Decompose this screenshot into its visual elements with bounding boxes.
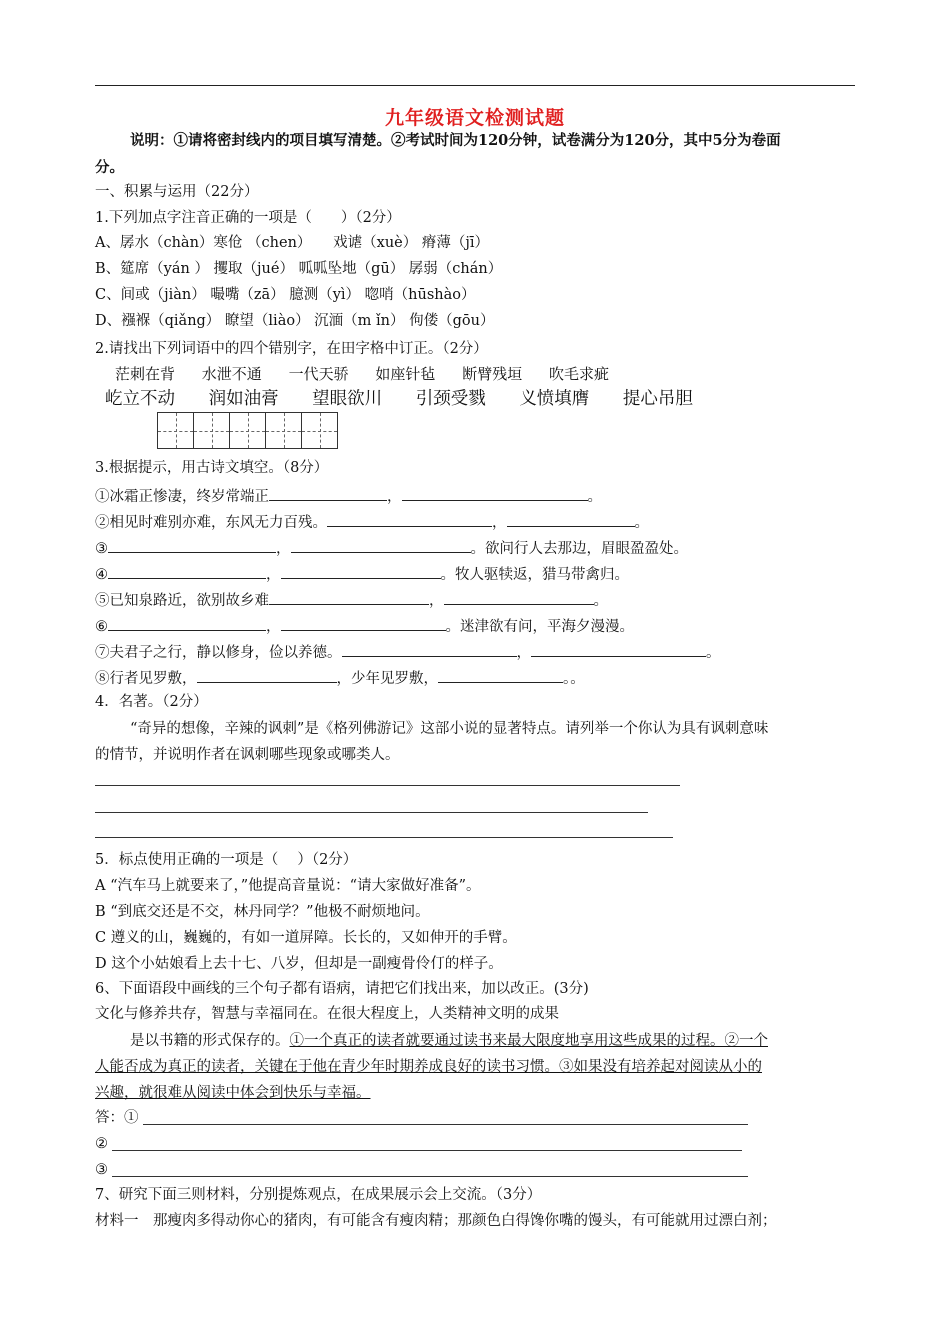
q3-item-2: ②相见时难别亦难，东风无力百残。 ， 。 <box>95 511 649 533</box>
q5-option-a: A “汽车马上就要来了，”他提高音量说：“请大家做好准备”。 <box>95 878 481 894</box>
fill-blank[interactable] <box>108 537 276 553</box>
grid-cell[interactable] <box>229 412 266 449</box>
q1-stem: 1.下列加点字注音正确的一项是（ ）（2分） <box>95 210 401 226</box>
q2-words-row-2 <box>105 388 721 410</box>
q6-answer-2: ② <box>95 1136 108 1152</box>
word: 茫刺在背 <box>115 365 176 383</box>
word: 提心吊胆 <box>622 389 693 409</box>
word: 润如油膏 <box>208 389 279 409</box>
q2-stem: 2.请找出下列词语中的四个错别字，在田字格中订正。（2分） <box>95 341 488 357</box>
grid-cell[interactable] <box>301 412 338 449</box>
q6-answer-3: ③ <box>95 1162 108 1178</box>
q6-para-line-1: 文化与修养共存，智慧与幸福同在。在很大程度上，人类精神文明的成果 <box>95 1006 559 1022</box>
word: 望眼欲川 <box>312 389 383 409</box>
q5-stem: 5．标点使用正确的一项是（ ）（2分） <box>95 852 358 868</box>
tianzige-grid <box>157 412 337 449</box>
q3-item-1: ①冰霜正惨凄，终岁常端正 ， 。 <box>95 485 602 507</box>
fill-blank[interactable] <box>281 615 446 631</box>
fill-blank[interactable] <box>327 511 492 527</box>
grid-cell[interactable] <box>193 412 230 449</box>
fill-blank[interactable] <box>281 563 441 579</box>
q2-words-row-1 <box>115 364 631 384</box>
fill-blank[interactable] <box>108 615 266 631</box>
grid-cell[interactable] <box>157 412 194 449</box>
fill-blank[interactable] <box>269 589 429 605</box>
answer-line[interactable] <box>95 837 673 838</box>
fill-blank[interactable] <box>444 589 594 605</box>
word: 义愤填膺 <box>519 389 590 409</box>
word: 如座针毡 <box>375 365 436 383</box>
exam-title: 九年级语文检测试题 <box>384 107 565 129</box>
fill-blank[interactable] <box>269 485 387 501</box>
fill-blank[interactable] <box>108 563 266 579</box>
q3-item-3: ③ ， 。欲问行人去那边，眉眼盈盈处。 <box>95 537 688 559</box>
q6-answer-1: 答：① <box>95 1110 139 1126</box>
q3-item-7: ⑦夫君子之行，静以修身，俭以养德。 ， 。 <box>95 641 721 663</box>
q4-body-line-2: 的情节，并说明作者在讽刺哪些现象或哪类人。 <box>95 747 400 763</box>
word: 断臂残垣 <box>462 365 523 383</box>
instructions-line-1: 说明：①请将密封线内的项目填写清楚。②考试时间为120分钟，试卷满分为120分，其中5分为卷面 <box>130 132 781 149</box>
header-rule <box>95 85 855 86</box>
fill-blank[interactable] <box>197 667 337 683</box>
q5-option-b: B “到底交还是不交，林丹同学？”他极不耐烦地问。 <box>95 904 430 920</box>
answer-line[interactable] <box>143 1124 748 1125</box>
word: 屹立不动 <box>105 389 175 409</box>
q3-item-4: ④ ， 。牧人驱犊返，猎马带禽归。 <box>95 563 629 585</box>
fill-blank[interactable] <box>342 641 517 657</box>
fill-blank[interactable] <box>507 511 635 527</box>
fill-blank[interactable] <box>402 485 588 501</box>
q6-para-line-4: 兴趣，就很难从阅读中体会到快乐与幸福。 <box>95 1085 371 1101</box>
q3-item-8: ⑧行者见罗敷， ，少年见罗敷， 。。 <box>95 667 585 689</box>
q1-option-b: B、筵席（yán ） 攫取（jué） 呱呱坠地（gū） 孱弱（chán） <box>95 261 503 277</box>
q6-para-line-2: 是以书籍的形式保存的。①一个真正的读者就要通过读书来最大限度地享用这些成果的过程。②一个 <box>130 1033 768 1049</box>
fill-blank[interactable] <box>438 667 563 683</box>
instructions-line-2: 分。 <box>95 159 124 176</box>
answer-line[interactable] <box>95 785 680 786</box>
answer-line[interactable] <box>112 1176 748 1177</box>
word: 水泄不通 <box>201 365 262 383</box>
fill-blank[interactable] <box>531 641 706 657</box>
q7-material-1: 材料一 那瘦肉多得动你心的猪肉，有可能含有瘦肉精；那颜色白得馋你嘴的馒头，有可能就用过漂白剂； <box>95 1213 777 1229</box>
word: 吹毛求疵 <box>548 365 609 383</box>
q1-option-d: D、襁褓（qiǎng） 瞭望（liào） 沉湎（m ǐn） 佝偻（gōu） <box>95 313 495 329</box>
word: 引颈受戮 <box>415 389 486 409</box>
q4-stem: 4．名著。（2分） <box>95 694 208 710</box>
answer-line[interactable] <box>112 1150 742 1151</box>
q3-item-5: ⑤已知泉路近，欲别故乡难 ， 。 <box>95 589 608 611</box>
grid-cell[interactable] <box>265 412 302 449</box>
q3-stem: 3.根据提示，用古诗文填空。（8分） <box>95 460 329 476</box>
answer-line[interactable] <box>95 812 648 813</box>
q6-para-line-3: 人能否成为真正的读者，关键在于他在青少年时期养成良好的读书习惯。③如果没有培养起对阅读从小的 <box>95 1059 762 1075</box>
q1-option-a: A、孱水（chàn）寒伧 （chen） 戏谑（xuè） 瘠薄（jī） <box>95 235 489 251</box>
fill-blank[interactable] <box>291 537 471 553</box>
word: 一代天骄 <box>288 365 349 383</box>
q7-stem: 7、研究下面三则材料，分别提炼观点，在成果展示会上交流。（3分） <box>95 1187 542 1203</box>
q4-body-line-1: “奇异的想像，辛辣的讽刺”是《格列佛游记》这部小说的显著特点。请列举一个你认为具有讽刺意味 <box>130 721 769 737</box>
q5-option-d: D 这个小姑娘看上去十七、八岁，但却是一副瘦骨伶仃的样子。 <box>95 956 503 972</box>
q6-stem: 6、下面语段中画线的三个句子都有语病，请把它们找出来，加以改正。(3分) <box>95 981 589 997</box>
q3-item-6: ⑥ ， 。迷津欲有问，平海夕漫漫。 <box>95 615 634 637</box>
section-heading: 一、积累与运用（22分） <box>95 184 259 200</box>
q5-option-c: C 遵义的山，巍巍的，有如一道屏障。长长的，又如伸开的手臂。 <box>95 930 517 946</box>
q1-option-c: C、间或（jiàn） 嘬嘴（zā） 臆测（yì） 唿哨（hūshào） <box>95 287 476 303</box>
